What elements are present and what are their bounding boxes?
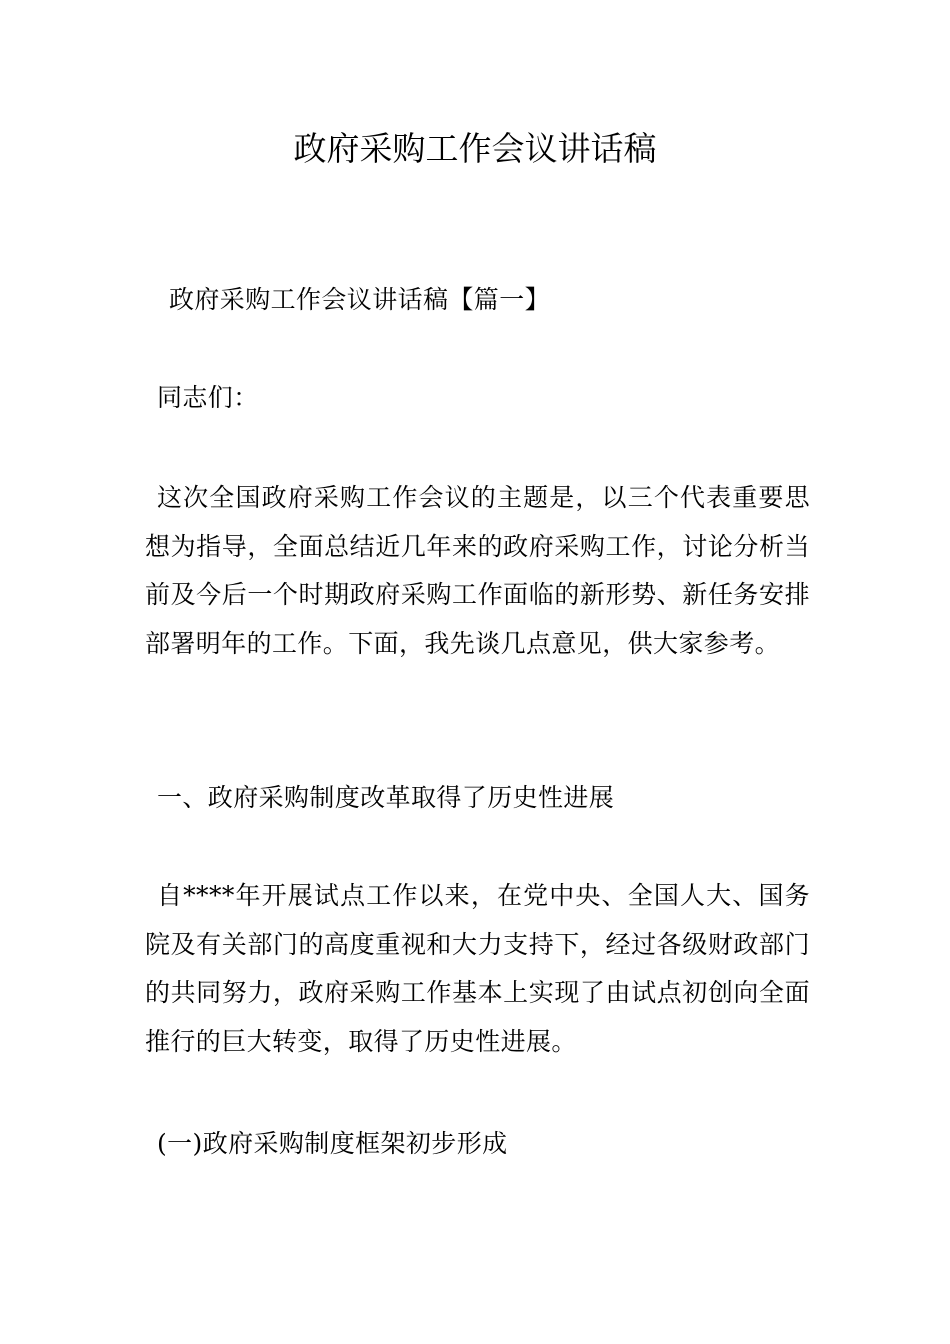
document-title: 政府采购工作会议讲话稿 xyxy=(293,129,657,168)
section-subtitle: 政府采购工作会议讲话稿【篇一】 xyxy=(169,285,551,314)
intro-paragraph: 这次全国政府采购工作会议的主题是，以三个代表重要思想为指导，全面总结近几年来的政府采购工作，讨论分析当前及今后一个时期政府采购工作面临的新形势、新任务安排部署明年的工作。下面，我先谈几点意见，供大家参考。 xyxy=(145,483,810,658)
subsection-heading-1: (一)政府采购制度框架初步形成 xyxy=(157,1129,508,1158)
body-paragraph-2: 自****年开展试点工作以来，在党中央、全国人大、国务院及有关部门的高度重视和大力支持下，经过各级财政部门的共同努力，政府采购工作基本上实现了由试点初创向全面推行的巨大转变，取得了历史性进展。 xyxy=(145,881,810,1056)
section-heading-1: 一、政府采购制度改革取得了历史性进展 xyxy=(157,783,615,812)
salutation: 同志们： xyxy=(157,383,259,412)
